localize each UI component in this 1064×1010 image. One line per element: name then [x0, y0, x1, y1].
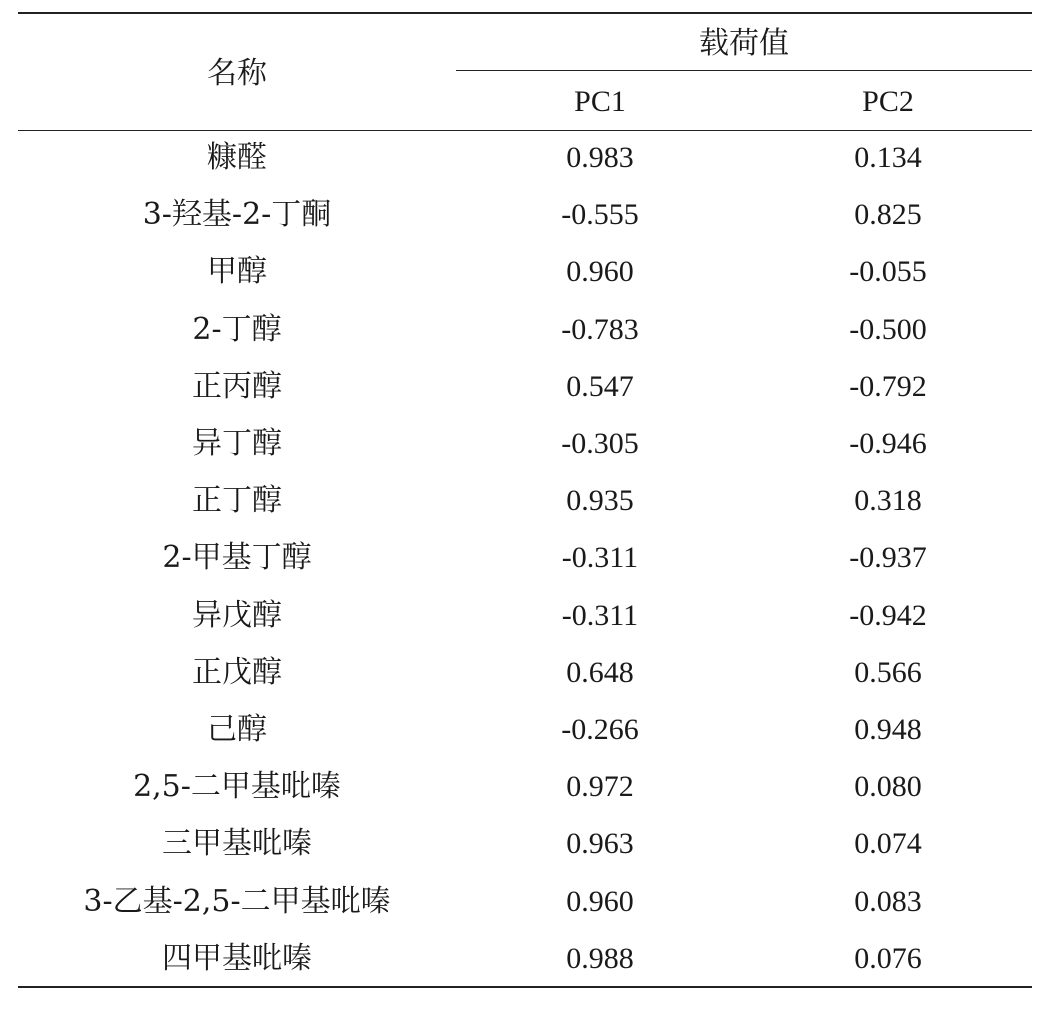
row-name: 2-丁醇: [192, 311, 282, 347]
row-pc2-value: -0.937: [849, 541, 927, 575]
row-pc1-value: -0.266: [561, 713, 639, 746]
row-pc1-value: -0.555: [561, 198, 639, 232]
row-pc1-value: -0.783: [561, 312, 639, 346]
row-pc1-value: 0.972: [566, 770, 634, 804]
row-pc2-value: -0.055: [849, 255, 927, 289]
header-bottom-rule: [18, 130, 1032, 131]
row-name: 异戊醇: [192, 597, 282, 633]
row-name: 2-甲基丁醇: [162, 540, 312, 576]
row-pc1-value: 0.963: [566, 827, 634, 861]
row-pc1-value: 0.547: [566, 369, 634, 403]
row-pc1-value: 0.983: [566, 141, 634, 174]
row-name: 四甲基吡嗪: [162, 940, 312, 976]
row-pc2-value: -0.500: [849, 312, 927, 346]
row-name: 己醇: [207, 712, 267, 747]
row-pc1-value: 0.935: [566, 484, 634, 518]
table-bottom-rule: [18, 986, 1032, 988]
header-pc1: PC1: [574, 85, 626, 118]
row-pc1-value: 0.988: [566, 941, 634, 975]
row-name: 正戊醇: [192, 654, 282, 690]
row-pc2-value: 0.074: [854, 827, 922, 861]
row-name: 异丁醇: [192, 426, 282, 461]
row-name: 2,5-二甲基吡嗪: [133, 769, 341, 805]
row-pc1-value: 0.960: [566, 255, 634, 289]
header-name: 名称: [207, 56, 267, 91]
row-pc2-value: 0.080: [854, 770, 922, 804]
row-pc2-value: 0.318: [854, 484, 922, 518]
row-name: 糠醛: [207, 140, 267, 175]
row-pc2-value: 0.948: [854, 713, 922, 746]
row-name: 三甲基吡嗪: [162, 826, 312, 862]
row-pc2-value: -0.792: [849, 369, 927, 403]
header-loading-group: 载荷值: [699, 26, 789, 61]
row-name: 3-乙基-2,5-二甲基吡嗪: [83, 883, 391, 919]
row-pc1-value: -0.311: [561, 541, 639, 575]
row-name: 3-羟基-2-丁酮: [142, 197, 332, 233]
header-pc2: PC2: [862, 85, 914, 118]
row-pc1-value: -0.305: [561, 427, 639, 460]
row-name: 正丙醇: [192, 368, 282, 404]
row-pc1-value: 0.960: [566, 884, 634, 918]
row-name: 正丁醇: [192, 483, 282, 519]
row-pc2-value: -0.946: [849, 427, 927, 460]
row-pc2-value: 0.566: [854, 655, 922, 689]
row-pc2-value: 0.076: [854, 941, 922, 975]
row-pc1-value: 0.648: [566, 655, 634, 689]
header-group-rule: [456, 70, 1032, 71]
table-top-rule: [18, 12, 1032, 14]
row-name: 甲醇: [207, 254, 267, 290]
row-pc2-value: -0.942: [849, 598, 927, 632]
row-pc2-value: 0.083: [854, 884, 922, 918]
row-pc2-value: 0.134: [854, 141, 922, 174]
row-pc2-value: 0.825: [854, 198, 922, 232]
row-pc1-value: -0.311: [561, 598, 639, 632]
